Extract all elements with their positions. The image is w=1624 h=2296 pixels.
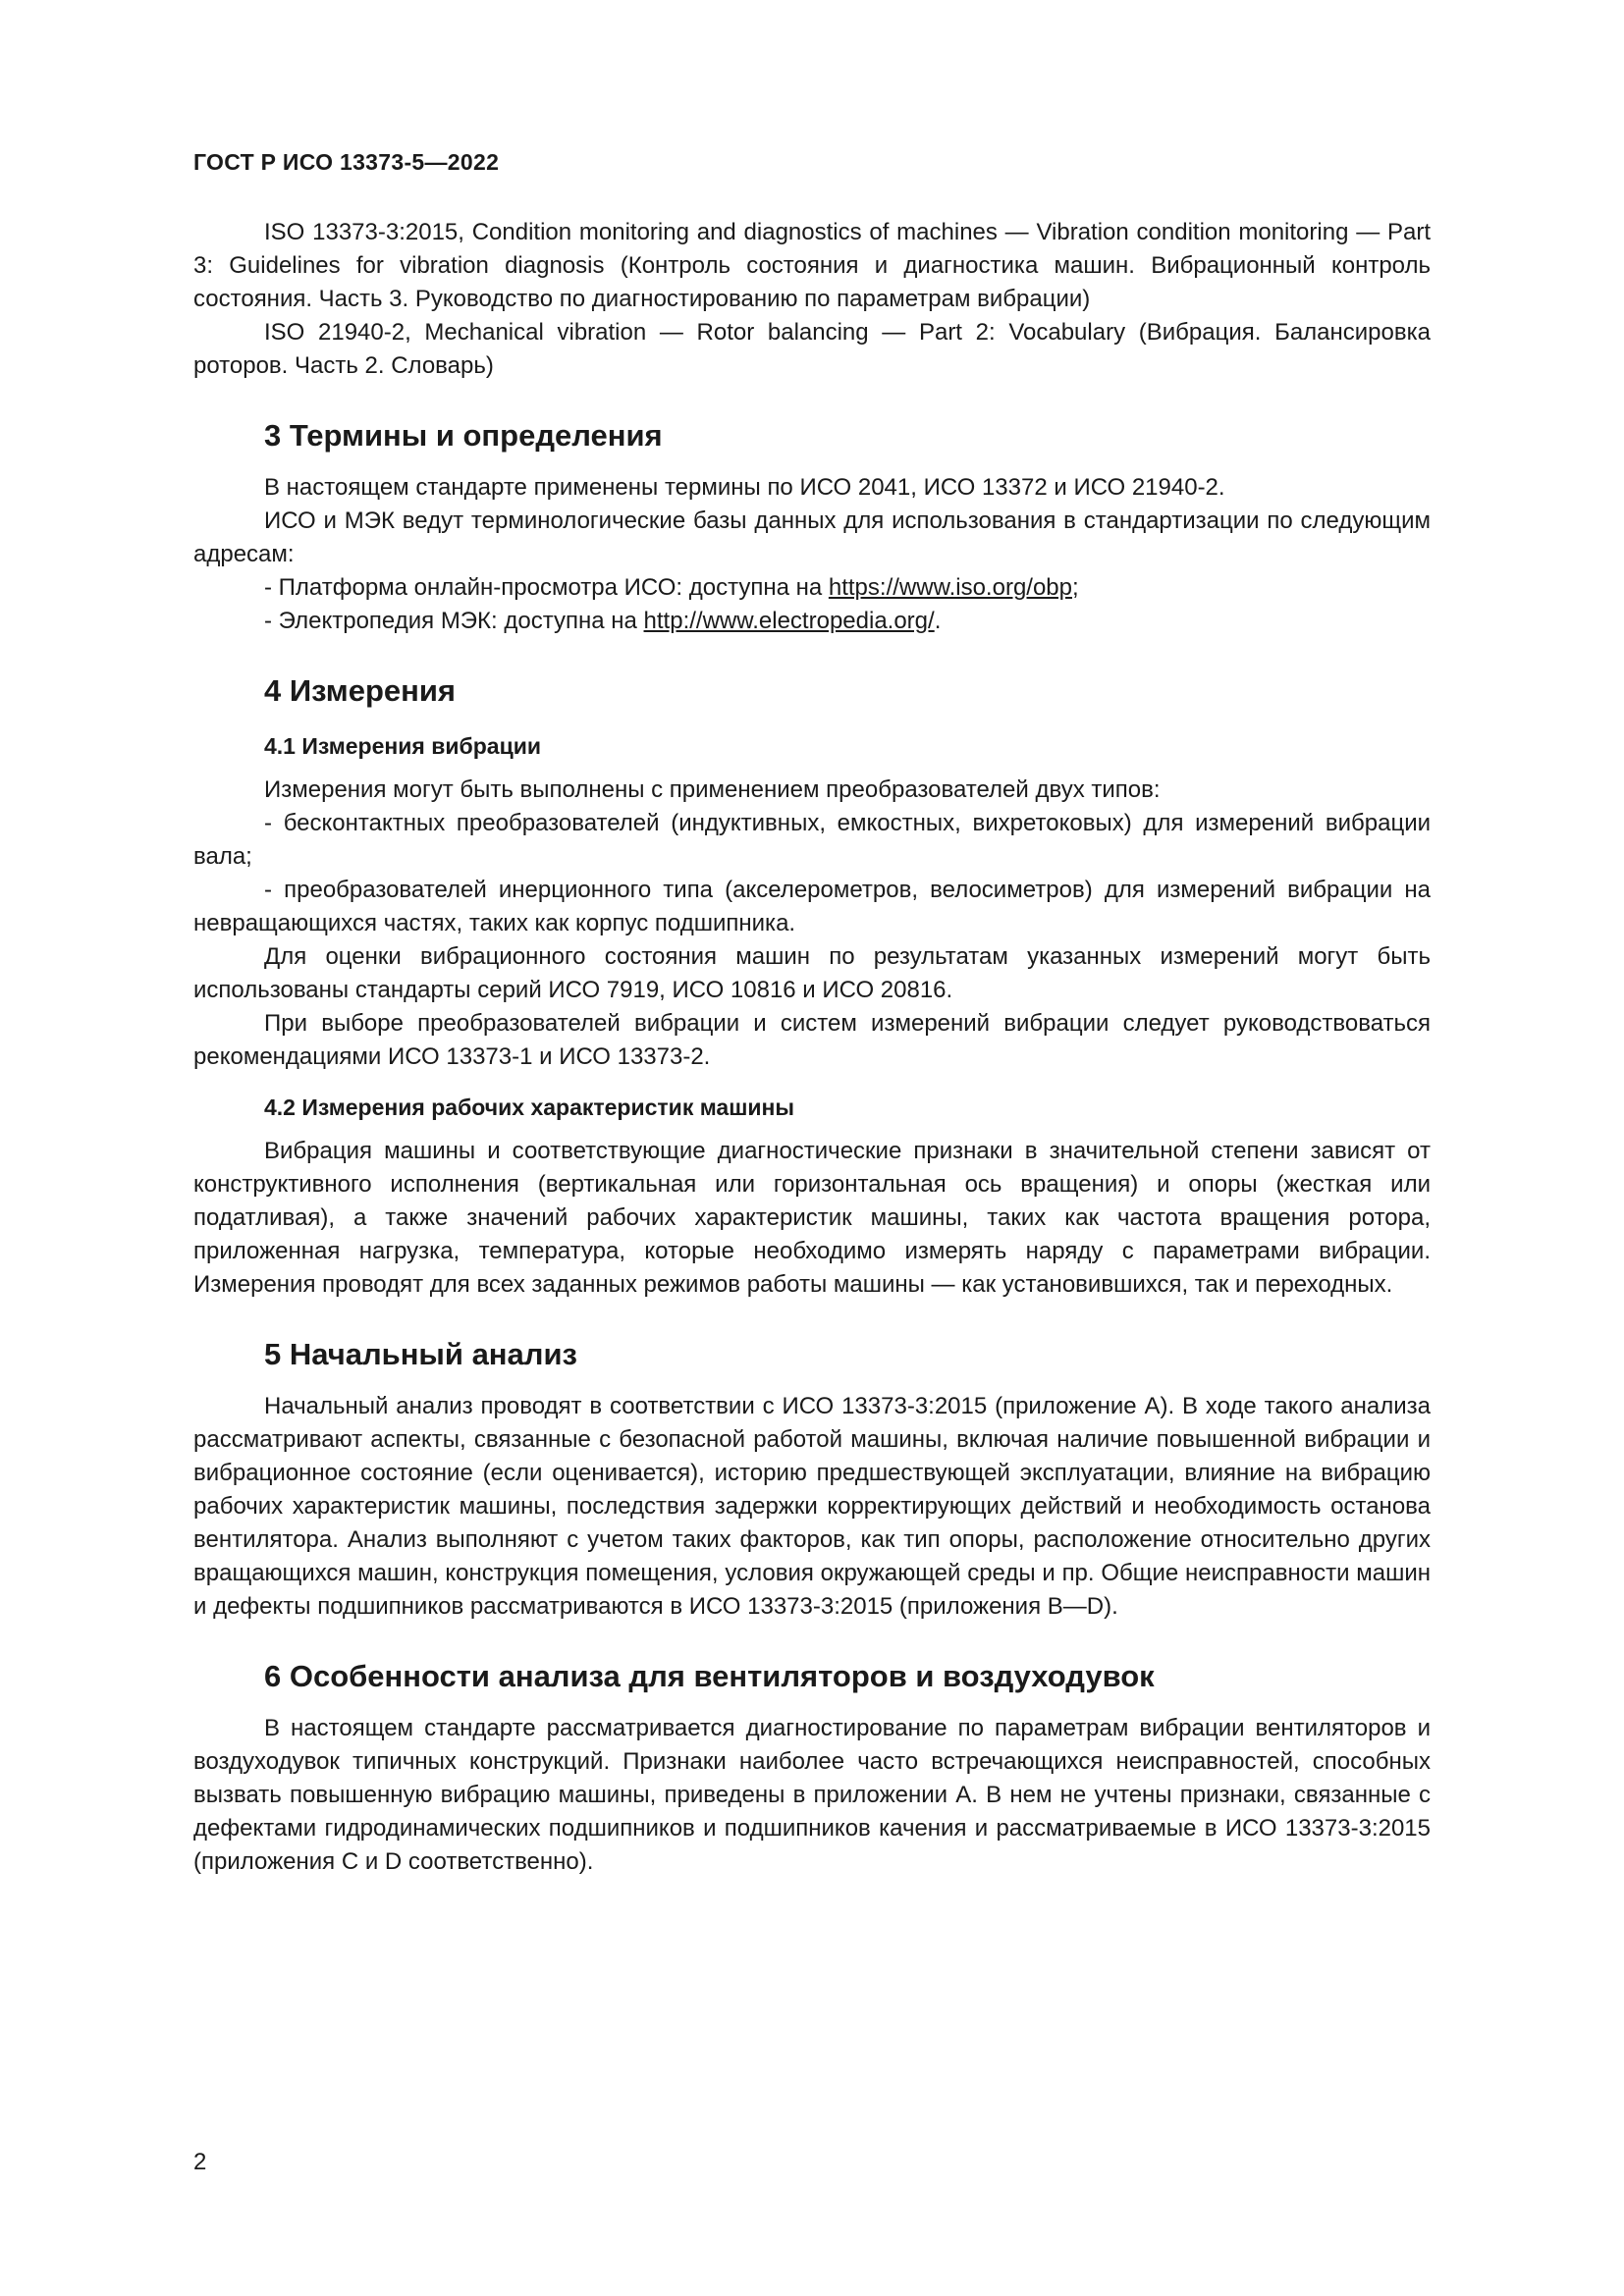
section-4-1-paragraph: Для оценки вибрационного состояния машин по результатам указанных измерений могут быть использованы стандарты серий ИСО 7919, ИСО 10816 и ИСО 20816. [193,943,1431,1003]
section-4-1-paragraph: - бесконтактных преобразователей (индуктивных, емкостных, вихретоковых) для измерений вибрации вала; [193,810,1431,870]
section-3-paragraph: В настоящем стандарте применены термины по ИСО 2041, ИСО 13372 и ИСО 21940-2. [264,474,1225,501]
document-body [193,216,1431,1879]
iso-obp-link[interactable]: https://www.iso.org/obp [828,574,1072,601]
section-4-1-paragraph: При выборе преобразователей вибрации и систем измерений вибрации следует руководствоваться рекомендациями ИСО 13373-1 и ИСО 13373-2. [193,1010,1431,1070]
electropedia-link[interactable]: http://www.electropedia.org/ [643,608,935,634]
section-5-heading: 5 Начальный анализ [264,1337,577,1371]
section-5-paragraph: Начальный анализ проводят в соответствии с ИСО 13373-3:2015 (приложение А). В ходе такого анализа рассматривают аспекты, связанные с безопасной работой машины, включая наличие повышенной вибрации и вибрационное состояние (если оценивается), историю предшествующей эксплуатации, влияние на вибрацию рабочих характеристик машины, последствия задержки корректирующих действий и необходимость останова вентилятора. Анализ выполняют с учетом таких факторов, как тип опоры, расположение относительно других вращающихся машин, конструкция помещения, условия окружающей среды и пр. Общие неисправности машин и дефекты подшипников рассматриваются в ИСО 13373-3:2015 (приложения В—D). [193,1393,1431,1620]
section-4-1-heading: 4.1 Измерения вибрации [264,733,541,759]
list-item-text: - Платформа онлайн-просмотра ИСО: доступна на [264,574,829,601]
section-3-list-item [193,605,1431,638]
section-6-paragraph: В настоящем стандарте рассматривается диагностирование по параметрам вибрации вентиляторов и воздуходувок типичных конструкций. Признаки наиболее часто встречающихся неисправностей, способных вызвать повышенную вибрацию машины, приведены в приложении А. В нем не учтены признаки, связанные с дефектами гидродинамических подшипников и подшипников качения и рассматриваемые в ИСО 13373-3:2015 (приложения С и D соответственно). [193,1715,1431,1875]
section-4-heading: 4 Измерения [264,673,456,708]
section-3-heading: 3 Термины и определения [264,418,663,453]
section-6-heading: 6 Особенности анализа для вентиляторов и воздуходувок [264,1659,1155,1693]
section-3-list-item [193,571,1431,605]
reference-iso-21940-2: ISO 21940-2, Mechanical vibration — Rotor balancing — Part 2: Vocabulary (Вибрация. Балансировка роторов. Часть 2. Словарь) [193,319,1431,379]
section-4-2-paragraph: Вибрация машины и соответствующие диагностические признаки в значительной степени зависят от конструктивного исполнения (вертикальная или горизонтальная ось вращения) и опоры (жесткая или податливая), а также значений рабочих характеристик машины, таких как частота вращения ротора, приложенная нагрузка, температура, которые необходимо измерять наряду с параметрами вибрации. Измерения проводят для всех заданных режимов работы машины — как установившихся, так и переходных. [193,1138,1431,1298]
section-4-1-paragraph: Измерения могут быть выполнены с применением преобразователей двух типов: [264,776,1161,803]
section-4-2-heading: 4.2 Измерения рабочих характеристик машины [264,1095,795,1120]
list-item-punct: ; [1072,574,1079,601]
section-4-1-paragraph: - преобразователей инерционного типа (акселерометров, велосиметров) для измерений вибрации на невращающихся частях, таких как корпус подшипника. [193,877,1431,936]
reference-iso-13373-3: ISO 13373-3:2015, Condition monitoring and diagnostics of machines — Vibration condition monitoring — Part 3: Guidelines for vibration diagnosis (Контроль состояния и диагностика машин. Вибрационный контроль состояния. Часть 3. Руководство по диагностированию по параметрам вибрации) [193,219,1431,312]
list-item-text: - Электропедия МЭК: доступна на [264,608,644,634]
list-item-punct: . [934,608,942,634]
section-3-paragraph: ИСО и МЭК ведут терминологические базы данных для использования в стандартизации по следующим адресам: [193,507,1431,567]
page-number: 2 [193,2149,207,2175]
document-header: ГОСТ Р ИСО 13373-5—2022 [193,149,500,175]
